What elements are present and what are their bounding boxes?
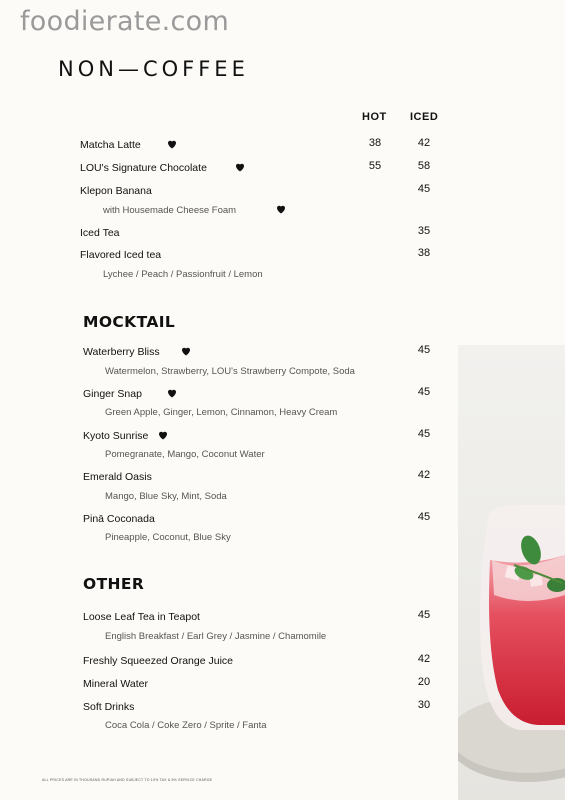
- item-name: Waterberry Bliss: [83, 346, 160, 358]
- item-price: 42: [417, 469, 431, 481]
- item-description: Mango, Blue Sky, Mint, Soda: [105, 491, 227, 502]
- section-heading-mocktail: MOCKTAIL: [83, 313, 176, 331]
- item-name: Mineral Water: [83, 678, 148, 690]
- price-hot: 38: [368, 137, 382, 149]
- item-description: English Breakfast / Earl Grey / Jasmine / Chamomile: [105, 631, 327, 642]
- item-description: Pomegranate, Mango, Coconut Water: [105, 449, 265, 460]
- heart-icon: [157, 429, 169, 441]
- item-name: Ginger Snap: [83, 388, 142, 400]
- heart-icon: [180, 345, 192, 357]
- item-description: with Housemade Cheese Foam: [103, 205, 237, 216]
- item-description: Watermelon, Strawberry, LOU's Strawberry Compote, Soda: [105, 366, 355, 377]
- item-description: Pineapple, Coconut, Blue Sky: [105, 532, 231, 543]
- item-name: Iced Tea: [80, 227, 120, 239]
- item-name: Kyoto Sunrise: [83, 430, 149, 442]
- heart-icon: [234, 161, 246, 173]
- heart-icon: [166, 138, 178, 150]
- item-description: Coca Cola / Coke Zero / Sprite / Fanta: [105, 720, 267, 731]
- item-price: 45: [417, 511, 431, 523]
- item-name: Klepon Banana: [80, 185, 152, 197]
- column-header-hot: HOT: [362, 111, 387, 123]
- heart-icon: [166, 387, 178, 399]
- column-header-iced: ICED: [410, 111, 439, 123]
- item-name: Soft Drinks: [83, 701, 135, 713]
- item-price: 45: [417, 344, 431, 356]
- watermark: foodierate.com: [20, 6, 230, 37]
- price-iced: 38: [417, 247, 431, 259]
- item-description: Lychee / Peach / Passionfruit / Lemon: [103, 269, 263, 280]
- item-price: 45: [417, 609, 431, 621]
- price-iced: 58: [417, 160, 431, 172]
- price-hot: 55: [368, 160, 382, 172]
- item-price: 30: [417, 699, 431, 711]
- item-price: 42: [417, 653, 431, 665]
- item-name: LOU's Signature Chocolate: [80, 162, 207, 174]
- drink-illustration: [458, 345, 565, 800]
- item-price: 45: [417, 428, 431, 440]
- price-iced: 45: [417, 183, 431, 195]
- item-price: 20: [417, 676, 431, 688]
- item-name: Flavored Iced tea: [80, 249, 162, 261]
- item-name: Matcha Latte: [80, 139, 141, 151]
- item-name: Emerald Oasis: [83, 471, 152, 483]
- price-iced: 35: [417, 225, 431, 237]
- price-iced: 42: [417, 137, 431, 149]
- item-name: Freshly Squeezed Orange Juice: [83, 655, 233, 667]
- item-name: Pinā Coconada: [83, 513, 155, 525]
- drink-photo: [458, 345, 565, 800]
- section-heading-other: OTHER: [83, 575, 145, 593]
- item-price: 45: [417, 386, 431, 398]
- item-name: Loose Leaf Tea in Teapot: [83, 611, 200, 623]
- page-title: NON—COFFEE: [58, 57, 249, 81]
- item-description: Green Apple, Ginger, Lemon, Cinnamon, Heavy Cream: [105, 407, 338, 418]
- footnote: ALL PRICES ARE IN THOUSAND RUPIAH AND SUBJECT TO 10% TAX & 5% SERVICE CHARGE: [42, 778, 213, 782]
- heart-icon: [275, 203, 287, 215]
